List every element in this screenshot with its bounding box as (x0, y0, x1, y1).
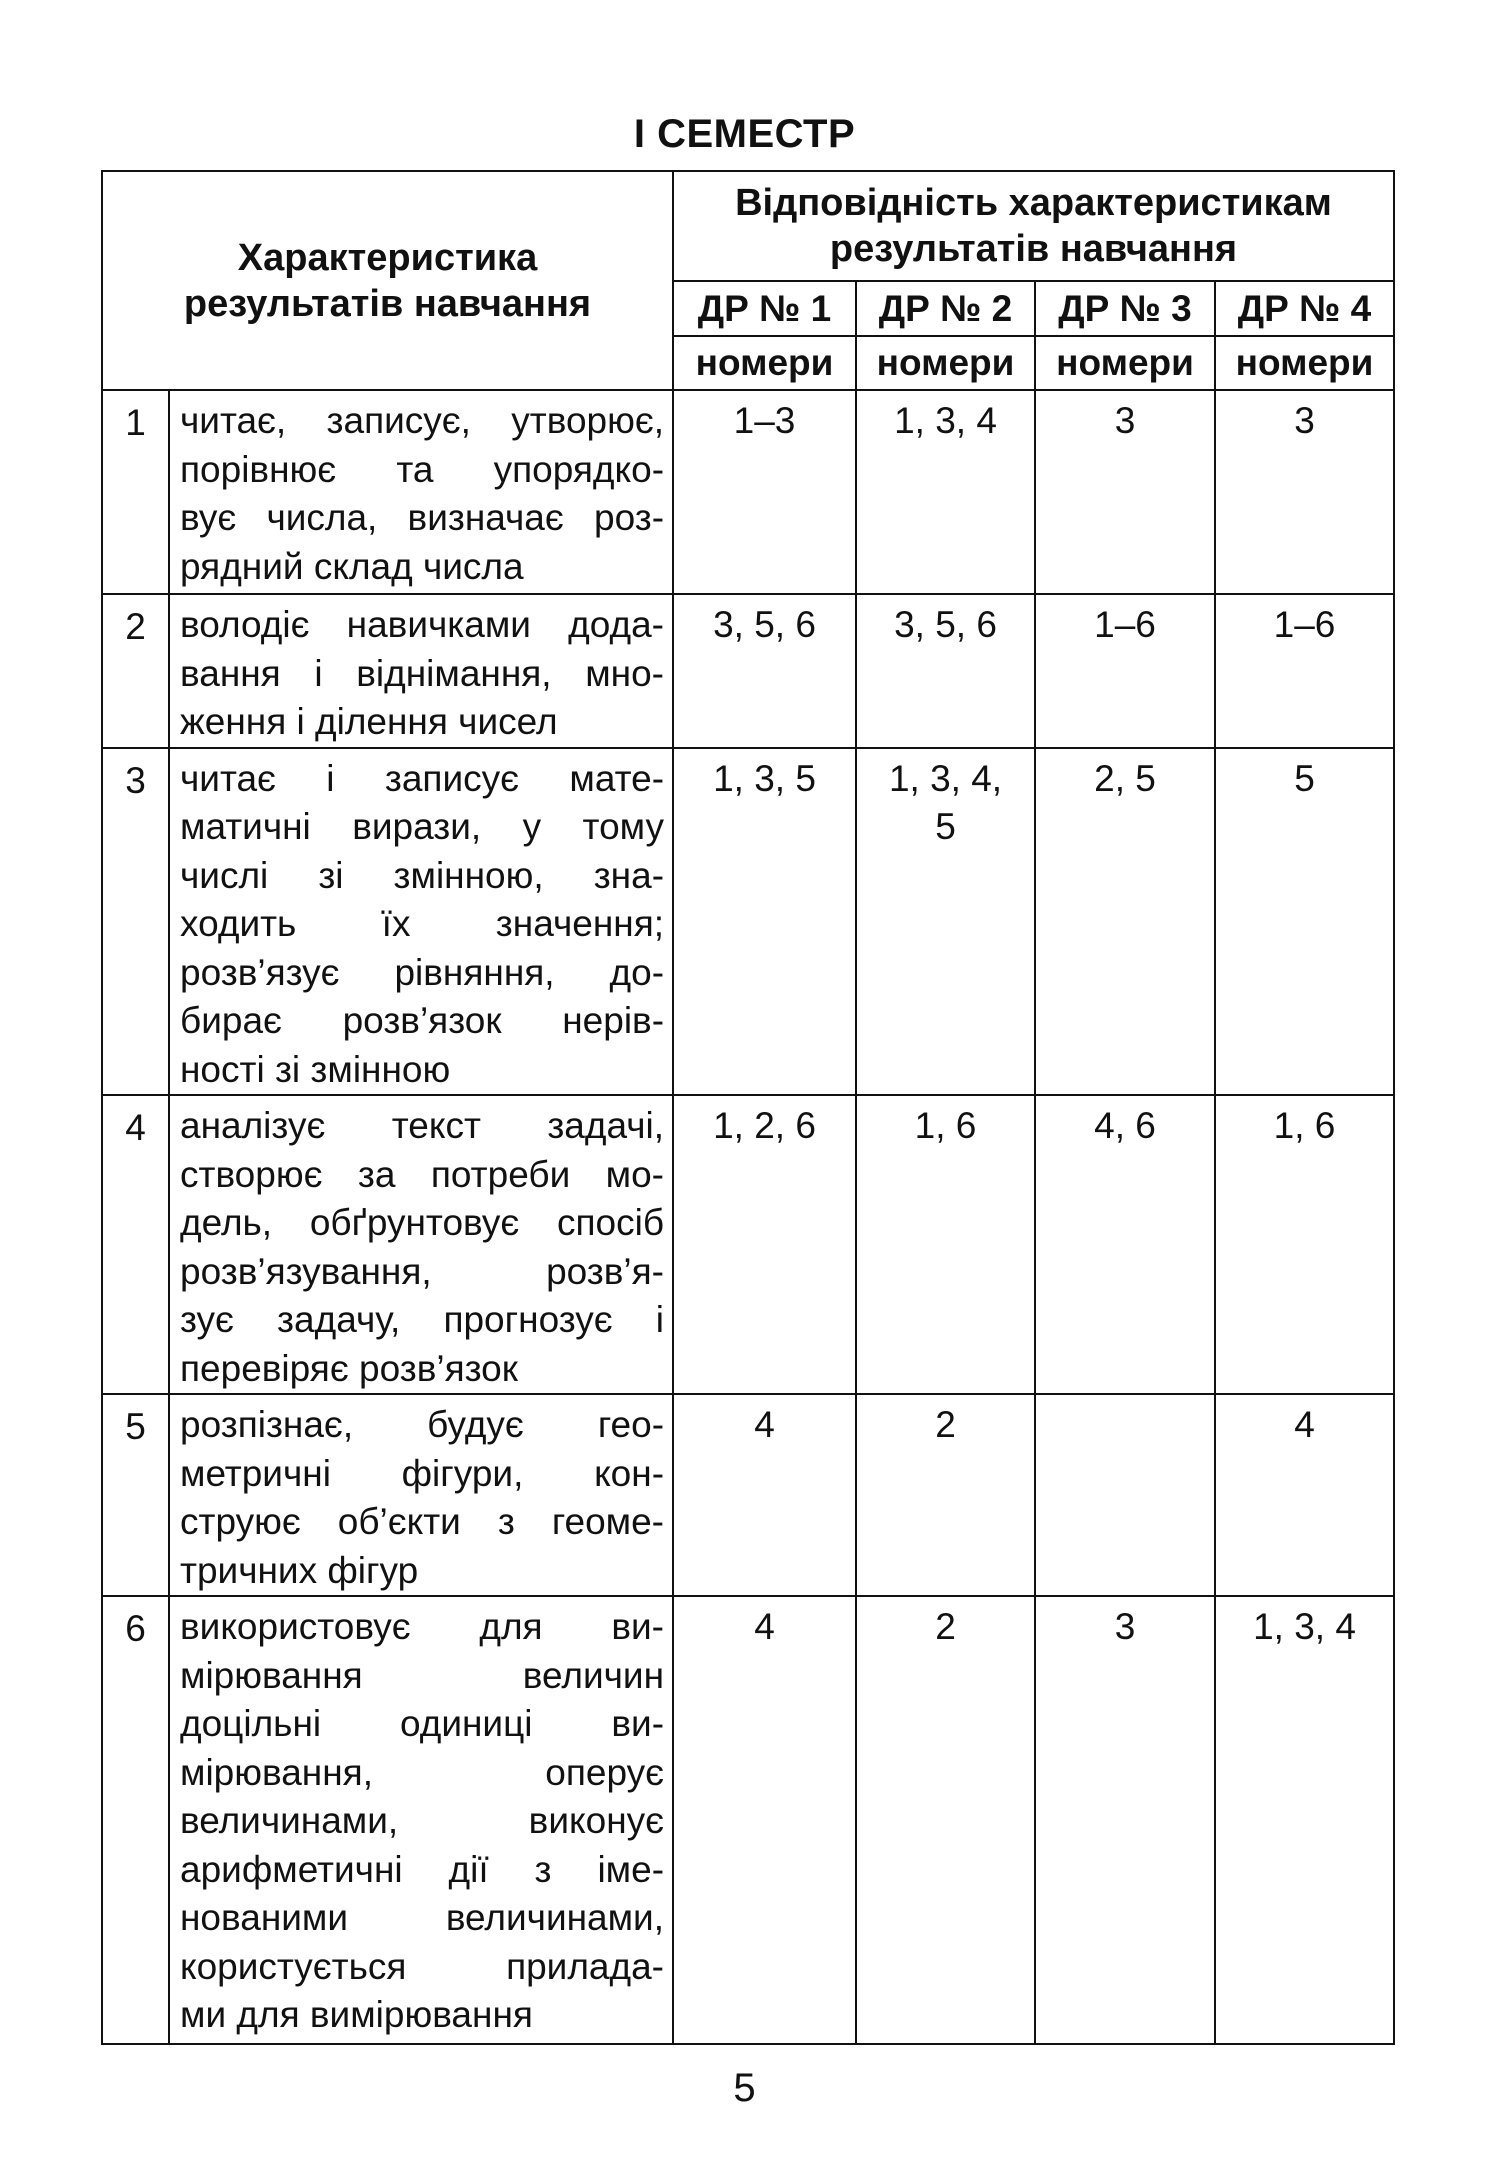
text-line: володіє навичками дода- (180, 604, 665, 645)
row-number: 1 (102, 390, 169, 594)
page-number: 5 (733, 2066, 756, 2110)
header-numbers-label: номери (1215, 336, 1394, 390)
work-3-numbers (1035, 1394, 1215, 1596)
work-4-numbers: 5 (1215, 748, 1394, 1096)
characteristic-text (169, 748, 673, 1096)
characteristic-text (169, 390, 673, 594)
header-numbers-label: номери (856, 336, 1035, 390)
row-number: 5 (102, 1394, 169, 1596)
text-line: аналізує текст задачі, (180, 1105, 665, 1146)
work-3-numbers: 2, 5 (1035, 748, 1215, 1096)
text-line: числі зі змінною, зна- (180, 854, 665, 896)
work-2-numbers: 2 (856, 1596, 1035, 2044)
work-1-numbers: 1, 3, 5 (673, 748, 856, 1096)
header-work-1: ДР № 1 (673, 281, 856, 336)
header-work-4: ДР № 4 (1215, 281, 1394, 336)
header-correspondence: Відповідність характеристикам результатів навчання (673, 171, 1394, 281)
work-1-numbers: 1, 2, 6 (673, 1095, 856, 1394)
text-line: дель, обґрунтовує спосіб (180, 1202, 665, 1243)
text-line: доцільні одиниці ви- (180, 1703, 665, 1744)
work-3-numbers: 1–6 (1035, 594, 1215, 748)
text-line: арифметичні дії з іме- (180, 1848, 665, 1890)
text-line: порівнює та упорядко- (180, 448, 665, 490)
header-characteristic: Характеристика результатів навчання (102, 171, 673, 390)
work-2-numbers: 3, 5, 6 (856, 594, 1035, 748)
text-line: нованими величинами, (180, 1897, 665, 1938)
work-3-numbers: 3 (1035, 1596, 1215, 2044)
text-line: тричних фігур (180, 1549, 419, 1591)
text-line: ності зі змінною (180, 1048, 451, 1090)
text-line: створює за потреби мо- (180, 1153, 665, 1195)
characteristic-text (169, 594, 673, 748)
work-2-numbers: 1, 6 (856, 1095, 1035, 1394)
work-4-numbers: 1, 3, 4 (1215, 1596, 1394, 2044)
header-work-2: ДР № 2 (856, 281, 1035, 336)
table-row (102, 390, 1394, 594)
text-line: струює об’єкти з геоме- (180, 1501, 665, 1542)
characteristic-text (169, 1394, 673, 1596)
text-line: мірювання величин (180, 1654, 665, 1696)
characteristic-text (169, 1095, 673, 1394)
row-number: 2 (102, 594, 169, 748)
text-line: вання і віднімання, мно- (180, 652, 665, 694)
work-2-numbers: 1, 3, 4 (856, 390, 1035, 594)
work-1-numbers: 4 (673, 1596, 856, 2044)
text-line: користується прилада- (180, 1945, 665, 1987)
text-line: ми для вимірювання (180, 1994, 533, 2035)
table-row (102, 748, 1394, 1096)
text-line: читає, записує, утворює, (180, 400, 665, 441)
work-4-numbers: 3 (1215, 390, 1394, 594)
text-line: метричні фігури, кон- (180, 1452, 665, 1494)
text-line: величинами, виконує (180, 1800, 665, 1841)
text-line: розв’язування, розв’я- (180, 1250, 665, 1292)
work-1-numbers: 1–3 (673, 390, 856, 594)
table-row (102, 594, 1394, 748)
table-row (102, 1596, 1394, 2044)
row-number: 6 (102, 1596, 169, 2044)
text-line: мірювання, оперує (180, 1751, 665, 1793)
text-line: перевіряє розв’язок (180, 1347, 518, 1389)
work-1-numbers: 4 (673, 1394, 856, 1596)
text-line: розв’язує рівняння, до- (180, 951, 665, 993)
header-numbers-label: номери (1035, 336, 1215, 390)
work-4-numbers: 4 (1215, 1394, 1394, 1596)
header-numbers-label: номери (673, 336, 856, 390)
characteristic-text (169, 1596, 673, 2044)
work-2-numbers: 1, 3, 4, 5 (856, 748, 1035, 1096)
text-line: розпізнає, будує гео- (180, 1404, 665, 1445)
row-number: 3 (102, 748, 169, 1096)
work-3-numbers: 4, 6 (1035, 1095, 1215, 1394)
text-line: вує числа, визначає роз- (180, 497, 665, 538)
page-title: І СЕМЕСТР (633, 112, 856, 156)
text-line: бирає розв’язок нерів- (180, 1000, 665, 1041)
work-4-numbers: 1, 6 (1215, 1095, 1394, 1394)
work-1-numbers: 3, 5, 6 (673, 594, 856, 748)
text-line: ження і ділення чисел (180, 701, 558, 742)
text-line: використовує для ви- (180, 1606, 665, 1647)
work-4-numbers: 1–6 (1215, 594, 1394, 748)
text-line: зує задачу, прогнозує і (180, 1299, 665, 1340)
text-line: матичні вирази, у тому (180, 806, 665, 847)
text-line: читає і записує мате- (180, 757, 665, 799)
work-2-numbers: 2 (856, 1394, 1035, 1596)
row-number: 4 (102, 1095, 169, 1394)
table-row (102, 1095, 1394, 1394)
header-work-3: ДР № 3 (1035, 281, 1215, 336)
results-table (101, 170, 1395, 2045)
text-line: ходить їх значення; (180, 903, 665, 944)
text-line: рядний склад числа (180, 545, 524, 587)
table-row (102, 1394, 1394, 1596)
work-3-numbers: 3 (1035, 390, 1215, 594)
